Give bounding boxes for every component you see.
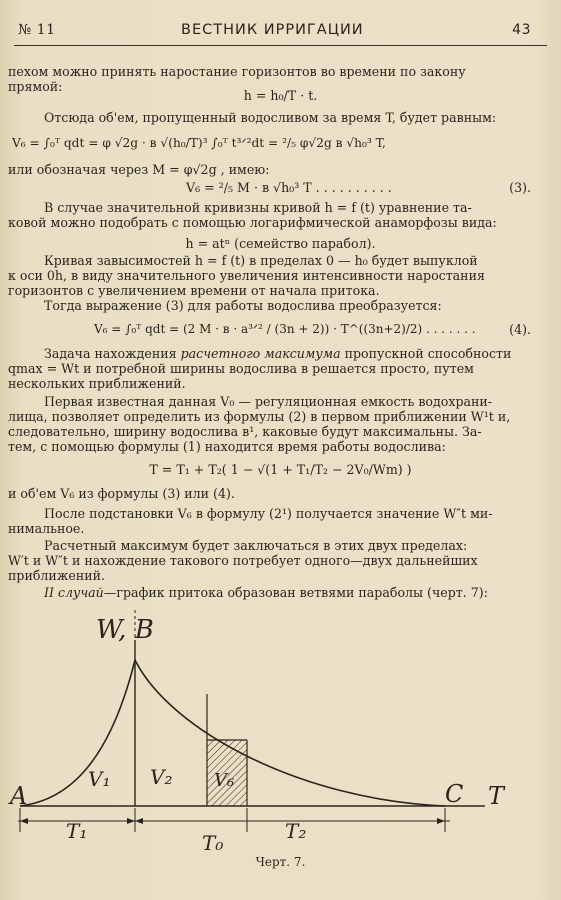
equation-4-number: (4).	[509, 322, 531, 337]
interval-label-t1: T₁	[66, 819, 88, 843]
paragraph-line: В случае значительной кривизны кривой h = f (t) уравнение та-	[44, 200, 472, 215]
paragraph-line: приближений.	[8, 568, 106, 583]
equation-h-linear: h = h₀/T · t.	[243, 88, 318, 103]
paragraph-line: Первая известная данная V₀ — регуляционная емкость водохрани-	[44, 394, 493, 409]
point-label-a: A	[10, 782, 28, 810]
paragraph-line: горизонтов с увеличением времени от начала притока.	[8, 283, 380, 298]
text-run: —график притока образован ветвями параболы (черт. 7):	[103, 585, 488, 600]
paragraph-line: W′t и W″t и нахождение такового потребует одного—двух дальнейших	[8, 553, 478, 568]
equation-parabola-family: h = atⁿ (семейство парабол).	[185, 236, 376, 251]
paragraph-line: тем, с помощью формулы (1) находится время работы водослива:	[8, 439, 446, 454]
paragraph-line: следовательно, ширину водослива в¹, каковые будут максимальны. За-	[8, 424, 482, 439]
paragraph-line: Отсюда об'ем, пропущенный водосливом за время T, будет равным:	[44, 110, 497, 125]
paragraph-line: Тогда выражение (3) для работы водослива преобразуется:	[44, 298, 442, 313]
axis-label-wb: W, B	[96, 615, 154, 645]
paragraph-line: нимальное.	[8, 521, 85, 536]
paragraph-line	[44, 346, 511, 361]
inflow-hydrograph-figure	[0, 600, 561, 855]
issue-number: № 11	[18, 22, 56, 38]
paragraph-line: нескольких приближений.	[8, 376, 186, 391]
journal-title: ВЕСТНИК ИРРИГАЦИИ	[181, 22, 364, 38]
axis-label-t: T	[488, 782, 505, 810]
point-label-c: C	[445, 780, 464, 808]
equation-time-of-work: T = T₁ + T₂( 1 − √(1 + T₁/T₂ − 2V₀/Wm) )	[149, 462, 412, 477]
interval-label-t2: T₂	[285, 819, 307, 843]
paragraph-line: к оси 0h, в виду значительного увеличения интенсивности наростания	[8, 268, 485, 283]
equation-volume-integral: V₆ = ∫₀ᵀ qdt = φ √2g · в √(h₀/T)³ ∫₀ᵀ t³ᐟ²dt = ²/₅ φ√2g в √h₀³ T,	[12, 136, 386, 150]
paragraph-line: лища, позволяет определить из формулы (2) в первом приближении W¹t и,	[8, 409, 511, 424]
paragraph-line: пехом можно принять наростание горизонтов во времени по закону	[8, 64, 466, 79]
italic-term: расчетного максимума	[180, 346, 341, 361]
paragraph-line: qmax = Wt и потребной ширины водослива в решается просто, путем	[8, 361, 474, 376]
page-number: 43	[512, 22, 531, 38]
area-label-vb: V₆	[214, 770, 235, 791]
area-label-v1: V₁	[88, 767, 111, 791]
text-run: Задача нахождения	[44, 346, 181, 361]
header-rule	[14, 45, 547, 46]
paragraph-line: Расчетный максимум будет заключаться в этих двух пределах:	[44, 538, 468, 553]
paragraph-line: Кривая завысимостей h = f (t) в пределах 0 — h₀ будет выпуклой	[44, 253, 478, 268]
paragraph-line: После подстановки V₆ в формулу (2¹) получается значение W″t ми-	[44, 506, 493, 521]
paragraph-line: и об'ем V₆ из формулы (3) или (4).	[8, 486, 235, 501]
figure-caption: Черт. 7.	[255, 855, 306, 869]
paragraph-line: или обозначая через M = φ√2g , имею:	[8, 162, 270, 177]
paragraph-line	[44, 585, 488, 600]
interval-label-t0: T₀	[202, 831, 224, 855]
area-label-v2: V₂	[150, 765, 173, 789]
equation-3: V₆ = ²/₅ M · в √h₀³ T . . . . . . . . . .	[186, 180, 392, 195]
equation-4: V₆ = ∫₀ᵀ qdt = (2 M · в · a³ᐟ² / (3n + 2)) · T^((3n+2)/2) . . . . . . .	[94, 322, 476, 336]
italic-term: II случай	[44, 585, 104, 600]
paragraph-line: прямой:	[8, 79, 63, 94]
equation-3-number: (3).	[509, 180, 531, 195]
paragraph-line: ковой можно подобрать с помощью логарифмической анаморфозы вида:	[8, 215, 497, 230]
text-run: пропускной способности	[340, 346, 512, 361]
